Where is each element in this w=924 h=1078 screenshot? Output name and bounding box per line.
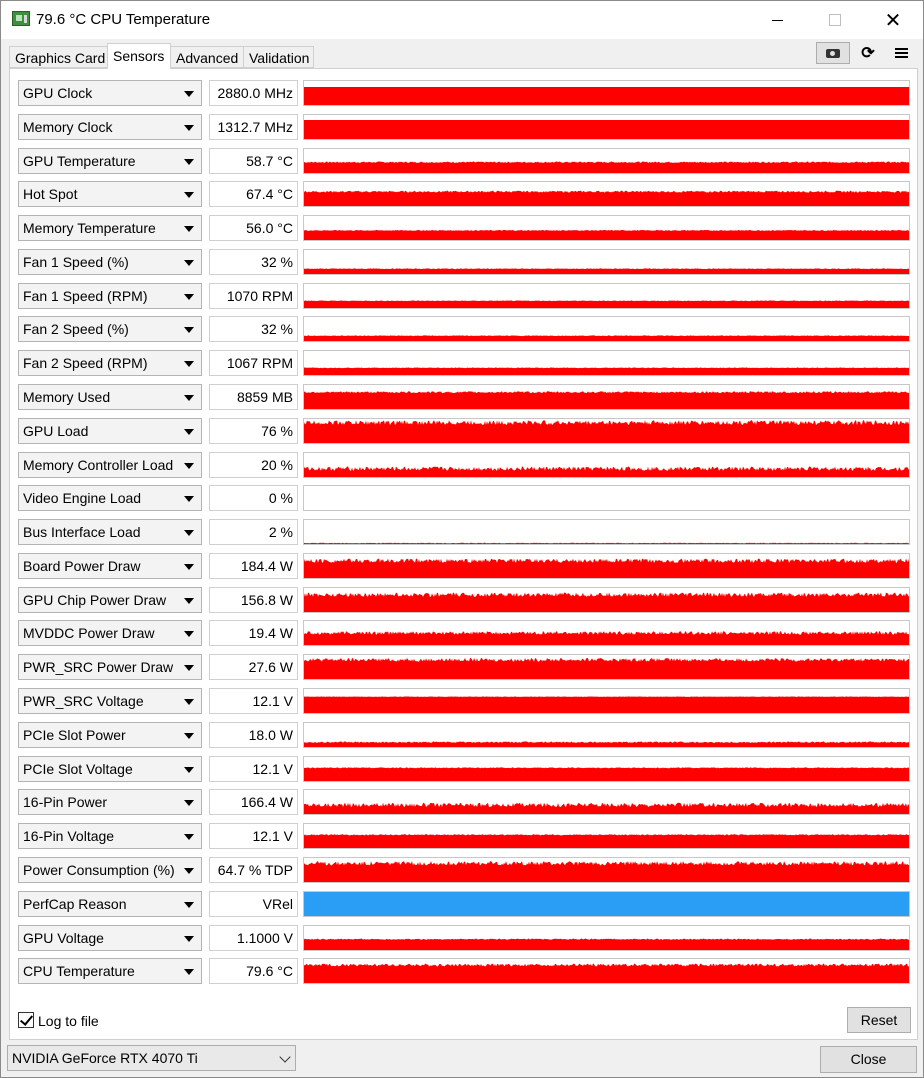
sensor-row bbox=[18, 756, 911, 782]
sensor-row bbox=[18, 587, 911, 613]
sensor-graph bbox=[303, 519, 910, 545]
sensor-value: 1070 RPM bbox=[209, 283, 298, 309]
minimize-button[interactable] bbox=[754, 1, 800, 39]
sensor-name: 16-Pin Voltage bbox=[23, 828, 115, 844]
sensor-graph-fill bbox=[304, 631, 909, 645]
sensor-graph-plot bbox=[304, 115, 909, 139]
sensor-graph-fill bbox=[304, 391, 909, 409]
sensor-value: 12.1 V bbox=[209, 823, 298, 849]
sensor-graph-plot bbox=[304, 554, 909, 578]
sensor-graph bbox=[303, 553, 910, 579]
sensor-name: PerfCap Reason bbox=[23, 896, 127, 912]
sensor-graph-fill bbox=[304, 559, 909, 578]
sensor-name: Memory Controller Load bbox=[23, 457, 174, 473]
sensor-graph bbox=[303, 350, 910, 376]
dropdown-arrow-icon bbox=[184, 564, 194, 570]
sensor-select[interactable] bbox=[18, 553, 202, 579]
sensor-graph bbox=[303, 418, 910, 444]
sensor-select[interactable] bbox=[18, 756, 202, 782]
dropdown-arrow-icon bbox=[184, 327, 194, 333]
minimize-icon bbox=[772, 20, 783, 21]
reset-button[interactable]: Reset bbox=[847, 1007, 911, 1033]
sensor-graph bbox=[303, 114, 910, 140]
sensor-row bbox=[18, 283, 911, 309]
sensor-select[interactable] bbox=[18, 384, 202, 410]
sensor-graph-plot bbox=[304, 385, 909, 409]
sensor-name: GPU Voltage bbox=[23, 930, 104, 946]
sensor-graph-plot bbox=[304, 520, 909, 544]
sensor-select[interactable] bbox=[18, 181, 202, 207]
sensor-value: 18.0 W bbox=[209, 722, 298, 748]
dropdown-arrow-icon bbox=[184, 294, 194, 300]
chevron-down-icon bbox=[279, 1051, 290, 1062]
sensor-graph bbox=[303, 181, 910, 207]
sensor-row bbox=[18, 789, 911, 815]
sensor-value: 1.1000 V bbox=[209, 925, 298, 951]
sensor-row bbox=[18, 823, 911, 849]
sensor-value: 58.7 °C bbox=[209, 148, 298, 174]
log-to-file-checkbox[interactable] bbox=[18, 1012, 34, 1028]
sensor-graph-plot bbox=[304, 689, 909, 713]
sensor-graph bbox=[303, 789, 910, 815]
sensor-name: GPU Clock bbox=[23, 85, 93, 101]
sensor-select[interactable] bbox=[18, 485, 202, 511]
sensor-value: 12.1 V bbox=[209, 688, 298, 714]
tab-validation[interactable]: Validation bbox=[243, 46, 314, 68]
app-icon bbox=[12, 11, 30, 26]
sensor-value: 8859 MB bbox=[209, 384, 298, 410]
sensor-graph bbox=[303, 215, 910, 241]
sensor-select[interactable] bbox=[18, 857, 202, 883]
sensor-name: PWR_SRC Voltage bbox=[23, 693, 144, 709]
sensor-name: Memory Clock bbox=[23, 119, 113, 135]
sensor-name: Power Consumption (%) bbox=[23, 862, 175, 878]
sensor-value: 56.0 °C bbox=[209, 215, 298, 241]
sensor-select[interactable] bbox=[18, 789, 202, 815]
dropdown-arrow-icon bbox=[184, 902, 194, 908]
log-to-file-label: Log to file bbox=[38, 1013, 99, 1029]
sensor-select[interactable] bbox=[18, 654, 202, 680]
sensor-graph bbox=[303, 620, 910, 646]
sensor-graph bbox=[303, 857, 910, 883]
sensor-name: MVDDC Power Draw bbox=[23, 625, 155, 641]
sensor-value: 64.7 % TDP bbox=[209, 857, 298, 883]
sensor-value: 79.6 °C bbox=[209, 958, 298, 984]
sensor-graph-fill bbox=[304, 543, 909, 544]
sensor-select[interactable] bbox=[18, 316, 202, 342]
sensor-row bbox=[18, 958, 911, 984]
sensor-graph bbox=[303, 722, 910, 748]
dropdown-arrow-icon bbox=[184, 699, 194, 705]
sensor-value: 67.4 °C bbox=[209, 181, 298, 207]
sensor-graph-plot bbox=[304, 959, 909, 983]
sensor-graph-fill bbox=[304, 335, 909, 341]
sensor-graph-fill bbox=[304, 939, 909, 950]
sensor-value: 166.4 W bbox=[209, 789, 298, 815]
sensor-row bbox=[18, 620, 911, 646]
sensor-row bbox=[18, 452, 911, 478]
sensor-row bbox=[18, 485, 911, 511]
refresh-icon: ⟳ bbox=[861, 45, 875, 62]
sensor-graph-plot bbox=[304, 149, 909, 173]
sensor-value: 1067 RPM bbox=[209, 350, 298, 376]
sensor-select[interactable] bbox=[18, 148, 202, 174]
sensor-graph bbox=[303, 80, 910, 106]
dropdown-arrow-icon bbox=[184, 767, 194, 773]
sensor-graph-fill bbox=[304, 767, 909, 781]
sensor-select[interactable] bbox=[18, 519, 202, 545]
sensor-row bbox=[18, 925, 911, 951]
sensor-name: Memory Used bbox=[23, 389, 111, 405]
dropdown-arrow-icon bbox=[184, 530, 194, 536]
sensor-select[interactable] bbox=[18, 958, 202, 984]
maximize-icon bbox=[829, 14, 841, 26]
sensor-select[interactable] bbox=[18, 114, 202, 140]
sensor-graph bbox=[303, 283, 910, 309]
sensor-graph-fill bbox=[304, 300, 909, 308]
sensor-select[interactable] bbox=[18, 80, 202, 106]
window-title: 79.6 °C CPU Temperature bbox=[36, 11, 211, 28]
sensor-name: GPU Load bbox=[23, 423, 89, 439]
sensor-graph-plot bbox=[304, 182, 909, 206]
sensor-graph bbox=[303, 823, 910, 849]
sensor-value: 1312.7 MHz bbox=[209, 114, 298, 140]
sensor-value: 2 % bbox=[209, 519, 298, 545]
sensor-name: Fan 2 Speed (%) bbox=[23, 321, 129, 337]
sensor-graph bbox=[303, 384, 910, 410]
sensor-row bbox=[18, 181, 911, 207]
dropdown-arrow-icon bbox=[184, 868, 194, 874]
sensor-name: Video Engine Load bbox=[23, 490, 142, 506]
dropdown-arrow-icon bbox=[184, 361, 194, 367]
sensor-graph bbox=[303, 756, 910, 782]
dropdown-arrow-icon bbox=[184, 598, 194, 604]
dropdown-arrow-icon bbox=[184, 260, 194, 266]
gpu-select-value: NVIDIA GeForce RTX 4070 Ti bbox=[12, 1050, 198, 1066]
sensor-graph bbox=[303, 452, 910, 478]
sensor-row bbox=[18, 215, 911, 241]
sensor-graph-fill bbox=[304, 87, 909, 105]
sensor-graph-fill bbox=[304, 120, 909, 139]
tab-graphics-card[interactable]: Graphics Card bbox=[9, 46, 108, 68]
refresh-button[interactable] bbox=[856, 42, 880, 64]
sensor-name: CPU Temperature bbox=[23, 963, 135, 979]
sensor-row bbox=[18, 722, 911, 748]
sensor-value: 32 % bbox=[209, 249, 298, 275]
sensor-graph-plot bbox=[304, 892, 909, 916]
sensor-graph-fill bbox=[304, 230, 909, 240]
sensor-name: Hot Spot bbox=[23, 186, 78, 202]
dropdown-arrow-icon bbox=[184, 936, 194, 942]
sensor-graph bbox=[303, 925, 910, 951]
dropdown-arrow-icon bbox=[184, 463, 194, 469]
dropdown-arrow-icon bbox=[184, 834, 194, 840]
sensor-value: VRel bbox=[209, 891, 298, 917]
tab-advanced[interactable]: Advanced bbox=[170, 46, 244, 68]
sensor-graph bbox=[303, 249, 910, 275]
sensor-row bbox=[18, 891, 911, 917]
sensor-graph bbox=[303, 891, 910, 917]
sensor-value: 20 % bbox=[209, 452, 298, 478]
dropdown-arrow-icon bbox=[184, 800, 194, 806]
sensor-graph bbox=[303, 958, 910, 984]
dropdown-arrow-icon bbox=[184, 125, 194, 131]
hamburger-menu-icon bbox=[895, 52, 908, 54]
sensor-name: Bus Interface Load bbox=[23, 524, 141, 540]
sensor-select[interactable] bbox=[18, 418, 202, 444]
dropdown-arrow-icon bbox=[184, 496, 194, 502]
sensor-graph-fill bbox=[304, 268, 909, 274]
sensor-graph-plot bbox=[304, 453, 909, 477]
gpu-select-dropdown[interactable] bbox=[7, 1045, 296, 1071]
dropdown-arrow-icon bbox=[184, 159, 194, 165]
sensor-graph-fill bbox=[304, 466, 909, 477]
sensor-select[interactable] bbox=[18, 688, 202, 714]
sensor-graph-fill bbox=[304, 892, 909, 916]
sensor-value: 0 % bbox=[209, 485, 298, 511]
dropdown-arrow-icon bbox=[184, 429, 194, 435]
sensor-row bbox=[18, 384, 911, 410]
sensor-row bbox=[18, 688, 911, 714]
sensor-graph bbox=[303, 654, 910, 680]
sensor-value: 27.6 W bbox=[209, 654, 298, 680]
sensor-graph-plot bbox=[304, 351, 909, 375]
sensor-row bbox=[18, 519, 911, 545]
sensor-graph-fill bbox=[304, 834, 909, 848]
sensor-graph bbox=[303, 148, 910, 174]
close-icon: ✕ bbox=[884, 9, 902, 32]
sensor-graph-fill bbox=[304, 861, 909, 882]
sensor-value: 184.4 W bbox=[209, 553, 298, 579]
dropdown-arrow-icon bbox=[184, 733, 194, 739]
sensor-row bbox=[18, 553, 911, 579]
sensor-graph-plot bbox=[304, 723, 909, 747]
screenshot-button[interactable] bbox=[816, 42, 850, 64]
sensor-graph bbox=[303, 688, 910, 714]
sensor-name: Fan 1 Speed (%) bbox=[23, 254, 129, 270]
dropdown-arrow-icon bbox=[184, 395, 194, 401]
sensor-row bbox=[18, 654, 911, 680]
dropdown-arrow-icon bbox=[184, 91, 194, 97]
sensor-select[interactable] bbox=[18, 722, 202, 748]
sensor-row bbox=[18, 80, 911, 106]
sensor-row bbox=[18, 350, 911, 376]
dropdown-arrow-icon bbox=[184, 969, 194, 975]
menu-button[interactable] bbox=[887, 42, 915, 64]
sensor-row bbox=[18, 249, 911, 275]
dropdown-arrow-icon bbox=[184, 192, 194, 198]
sensor-graph-fill bbox=[304, 593, 909, 612]
window-close-button[interactable] bbox=[870, 1, 916, 39]
sensor-row bbox=[18, 316, 911, 342]
sensor-select[interactable] bbox=[18, 587, 202, 613]
sensor-value: 19.4 W bbox=[209, 620, 298, 646]
sensor-graph-plot bbox=[304, 216, 909, 240]
sensor-row bbox=[18, 418, 911, 444]
sensor-value: 32 % bbox=[209, 316, 298, 342]
sensor-graph-plot bbox=[304, 858, 909, 882]
sensor-graph-plot bbox=[304, 588, 909, 612]
sensor-graph-fill bbox=[304, 741, 909, 747]
sensor-value: 76 % bbox=[209, 418, 298, 444]
sensor-value: 2880.0 MHz bbox=[209, 80, 298, 106]
sensor-graph-plot bbox=[304, 757, 909, 781]
title-bar[interactable] bbox=[1, 1, 923, 39]
sensor-graph-fill bbox=[304, 161, 909, 173]
sensor-graph-plot bbox=[304, 317, 909, 341]
sensor-graph-plot bbox=[304, 790, 909, 814]
sensor-graph-fill bbox=[304, 964, 909, 983]
sensor-name: 16-Pin Power bbox=[23, 794, 108, 810]
sensor-graph-fill bbox=[304, 191, 909, 206]
sensor-name: Fan 1 Speed (RPM) bbox=[23, 288, 148, 304]
sensor-select[interactable] bbox=[18, 452, 202, 478]
sensor-graph-fill bbox=[304, 696, 909, 713]
dropdown-arrow-icon bbox=[184, 631, 194, 637]
sensor-name: Board Power Draw bbox=[23, 558, 141, 574]
sensor-select[interactable] bbox=[18, 620, 202, 646]
sensor-graph bbox=[303, 587, 910, 613]
sensor-graph-plot bbox=[304, 81, 909, 105]
dropdown-arrow-icon bbox=[184, 226, 194, 232]
camera-icon bbox=[826, 49, 840, 58]
sensor-graph-plot bbox=[304, 486, 909, 510]
sensor-graph-fill bbox=[304, 803, 909, 814]
sensor-select[interactable] bbox=[18, 215, 202, 241]
sensor-select[interactable] bbox=[18, 350, 202, 376]
sensor-value: 12.1 V bbox=[209, 756, 298, 782]
sensor-name: PCIe Slot Voltage bbox=[23, 761, 133, 777]
sensor-select[interactable] bbox=[18, 925, 202, 951]
sensor-graph-fill bbox=[304, 367, 909, 375]
sensor-graph-plot bbox=[304, 284, 909, 308]
dropdown-arrow-icon bbox=[184, 665, 194, 671]
sensor-select[interactable] bbox=[18, 891, 202, 917]
maximize-button bbox=[812, 1, 858, 39]
sensor-row bbox=[18, 114, 911, 140]
sensor-graph-plot bbox=[304, 655, 909, 679]
sensor-name: PWR_SRC Power Draw bbox=[23, 659, 174, 675]
sensor-name: PCIe Slot Power bbox=[23, 727, 126, 743]
sensor-graph bbox=[303, 316, 910, 342]
close-button[interactable]: Close bbox=[820, 1046, 917, 1073]
sensor-row bbox=[18, 857, 911, 883]
sensor-graph-plot bbox=[304, 419, 909, 443]
sensor-select[interactable] bbox=[18, 823, 202, 849]
sensor-name: Memory Temperature bbox=[23, 220, 156, 236]
tab-sensors[interactable]: Sensors bbox=[107, 43, 171, 69]
sensor-graph bbox=[303, 485, 910, 511]
sensor-graph-plot bbox=[304, 926, 909, 950]
sensor-graph-plot bbox=[304, 250, 909, 274]
sensor-graph-fill bbox=[304, 420, 909, 443]
sensor-value: 156.8 W bbox=[209, 587, 298, 613]
sensor-row bbox=[18, 148, 911, 174]
sensor-graph-plot bbox=[304, 621, 909, 645]
sensor-name: Fan 2 Speed (RPM) bbox=[23, 355, 148, 371]
sensor-name: GPU Chip Power Draw bbox=[23, 592, 167, 608]
sensor-name: GPU Temperature bbox=[23, 153, 136, 169]
sensor-graph-fill bbox=[304, 658, 909, 679]
sensor-select[interactable] bbox=[18, 249, 202, 275]
sensor-select[interactable] bbox=[18, 283, 202, 309]
sensor-graph-plot bbox=[304, 824, 909, 848]
